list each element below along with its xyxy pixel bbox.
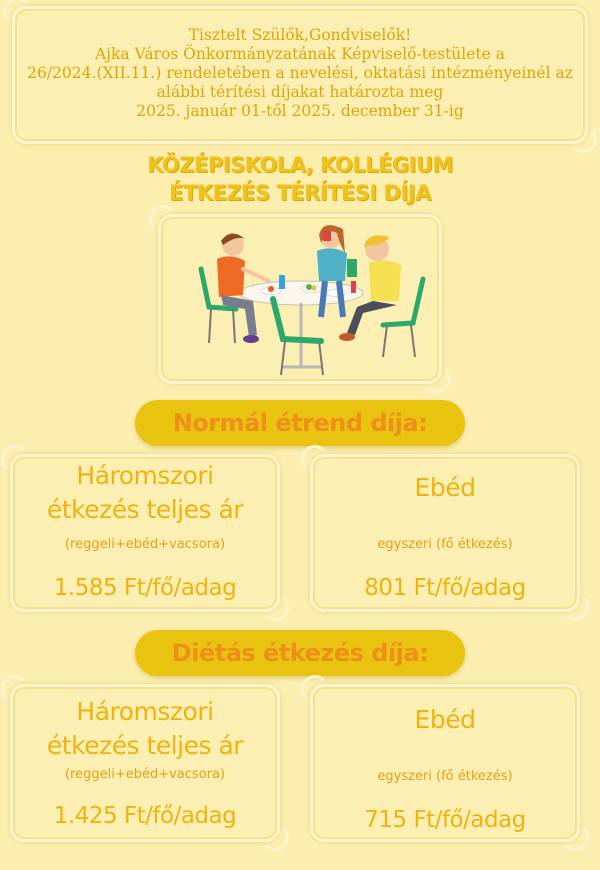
- validity-period: 2025. január 01-től 2025. december 31-ig: [136, 102, 464, 120]
- card-title-line-1: Ebéd: [414, 705, 476, 734]
- main-title-line-2: ÉTKEZÉS TÉRÍTÉSI DÍJA: [169, 181, 431, 205]
- card-price: 801 Ft/fő/adag: [364, 575, 526, 601]
- card-title-line-1: Háromszori: [76, 461, 214, 490]
- diet-menu-heading: [135, 630, 465, 676]
- notice-line-2: Ajka Város Önkormányzatának Képviselő-testülete a: [94, 45, 505, 63]
- normal-menu-heading: [135, 400, 465, 446]
- diet-menu-heading-text: Diétás étkezés díja:: [171, 639, 429, 667]
- card-title-line-2: étkezés teljes ár: [46, 495, 244, 524]
- illustration-frame: [158, 214, 442, 384]
- card-subtitle: egyszeri (fő étkezés): [377, 537, 513, 552]
- card-price: 715 Ft/fő/adag: [364, 807, 526, 833]
- diet-three-meals-card: [10, 684, 280, 842]
- normal-three-meals-card: [10, 454, 280, 612]
- card-subtitle: (reggeli+ebéd+vacsora): [64, 767, 226, 782]
- card-title-line-1: Ebéd: [414, 473, 476, 502]
- card-title-line-2: étkezés teljes ár: [46, 731, 244, 760]
- card-subtitle: egyszeri (fő étkezés): [377, 769, 513, 784]
- normal-menu-heading-text: Normál étrend díja:: [172, 409, 428, 437]
- children-eating-illustration: [161, 217, 439, 381]
- header-notice: [0, 26, 600, 121]
- notice-line-3: 26/2024.(XII.11.) rendeletében a nevelési, oktatási intézményeinél az: [27, 64, 573, 82]
- card-price: 1.425 Ft/fő/adag: [53, 803, 237, 829]
- notice-line-4: alábbi térítési díjakat határozta meg: [156, 83, 444, 101]
- main-title-line-1: KÖZÉPISKOLA, KOLLÉGIUM: [147, 153, 453, 177]
- greeting: Tisztelt Szülők,Gondviselők!: [188, 26, 412, 44]
- normal-lunch-card: [310, 454, 580, 612]
- diet-lunch-card: [310, 684, 580, 842]
- card-price: 1.585 Ft/fő/adag: [53, 575, 237, 601]
- card-subtitle: (reggeli+ebéd+vacsora): [64, 537, 226, 552]
- card-title-line-1: Háromszori: [76, 697, 214, 726]
